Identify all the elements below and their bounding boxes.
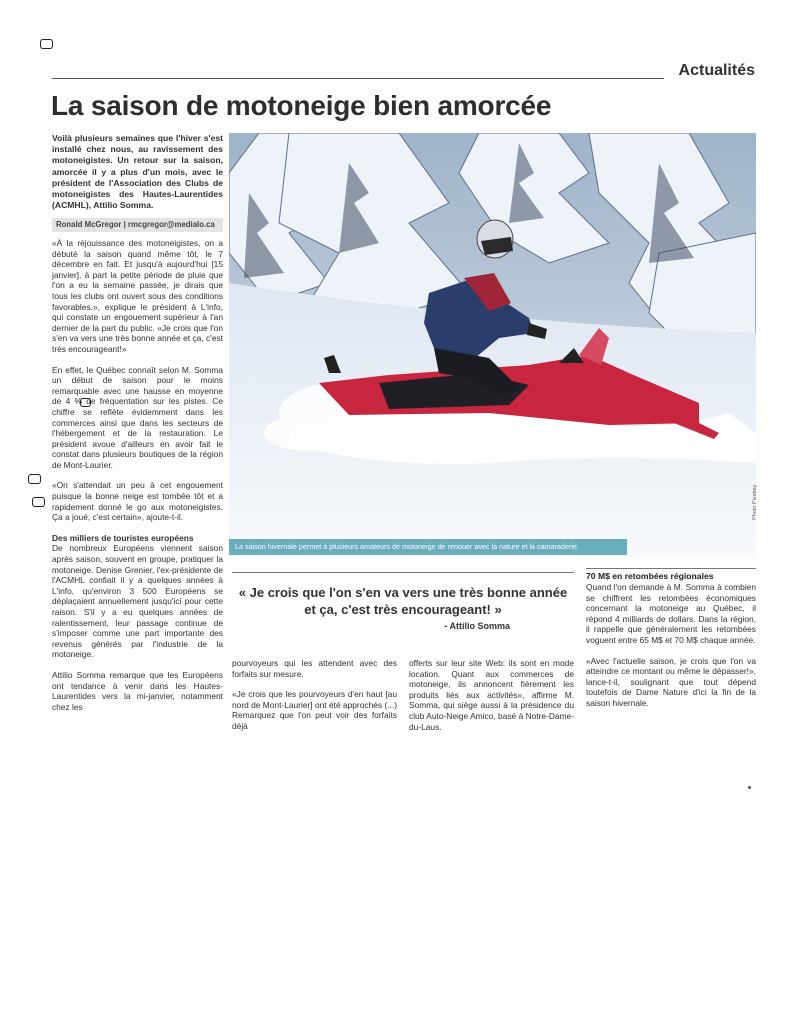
snowmobile-illustration [229,133,756,557]
col1-paragraph-2: En effet, le Québec connaît selon M. Somma un début de saison pour le moins remarquable avec une hausse en moyenne de 4 % de fréquentation sur les pistes. Ce chiffre se reflète évidemment dans les commerces ainsi que dans les secteurs de l'hébergement et de la restauration. Le président avoue d'ailleurs en avoir fait le constat dans plusieurs boutiques de la région de Mont-Laurier. [52,364,223,470]
scan-mark-left-2 [32,497,45,507]
scan-mark-left-1 [28,474,41,484]
col1-paragraph-5: Attilio Somma remarque que les Européens ont tendance à venir dans les Hautes-Laurentides vers la mi-janvier, notamment chez les [52,669,223,712]
photo-caption: La saison hivernale permet à plusieurs amateurs de motoneige de renouer avec la nature et la camaraderie. [229,539,627,555]
column-2 [232,658,397,742]
quote-rule [232,572,574,573]
col2-paragraph-1: pourvoyeurs qui les attendent avec des forfaits sur mesure. [232,658,397,679]
col2-paragraph-2: «Je crois que les pourvoyeurs d'en haut [au nord de Mont-Laurier] ont été approchés (...) Remarquez que l'on peut voir des forfaits déjà [232,689,397,731]
column-1 [52,238,223,722]
col3-paragraph-1: offerts sur leur site Web: ils sont en mode location. Quant aux commerces de motoneige, ils annoncent fièrement les produits liés aux activités», affirme M. Somma, qui siège aussi à la présidence du club Auto-Neige Amico, basé à Notre-Dame-du-Laus. [409,658,574,732]
col1-paragraph-4: De nombreux Européens viennent saison après saison, souvent en groupe, pratiquer la motoneige. Denise Grenier, l'ex-présidente de l'ACMHL confiait il y a quelques années à L'info, qu'environ 3 500 Européens se déplaçaient annuellement jusqu'ici pour cette raison. S'il y a eu quelques années de ralentissement, leur passage continue de s'imposer comme une part importante des revenus générés par l'industrie de la motoneige. [52,543,223,660]
byline: Ronald McGregor | rmcgregor@medialo.ca [52,218,223,232]
pull-quote-author: - Attilio Somma [444,621,510,631]
sidebar-paragraph-1: Quand l'on demande à M. Somma à combien se chiffrent les retombées économiques concernant la motoneige au Québec, il répond 4 milliards de dollars. Dans la région, il rappelle que généralement les retombées voguent entre 65 M$ et 70 M$ chaque année. [586,582,756,645]
headline: La saison de motoneige bien amorcée [51,90,552,121]
snowmobile-photo [229,133,756,557]
photo-credit: Photo Pixabay [752,484,758,520]
sidebar-paragraph-2: «Avec l'actuelle saison, je crois que l'on va atteindre ce montant ou même le dépasser!», lance-t-il, soulignant que tout dépend toutefois de Dame Nature d'ici la fin de la saison hivernale. [586,655,756,708]
column-3 [409,658,574,742]
pull-quote-text: « Je crois que l'on s'en va vers une très bonne année et ça, c'est très encourageant! » [238,585,568,617]
section-label: Actualités [678,62,755,79]
article-lead: Voilà plusieurs semaines que l'hiver s'est installé chez nous, au ravissement des motoneigistes. Un retour sur la saison, amorcée il y a plus d'un mois, avec le président de l'Association des Clubs de motoneigistes des Hautes-Laurentides (ACMHL), Attilio Somma. [52,133,223,211]
scan-speck [748,786,751,789]
sidebar-column [586,582,756,719]
col1-subhead: Des milliers de touristes européens [52,532,194,543]
pull-quote [232,578,574,631]
col1-paragraph-3: «On s'attendait un peu à cet engouement puisque la bonne neige est tombée tôt et a rapidement donné le go aux motoneigistes. Ça a joué, c'est certain», ajoute-t-il. [52,480,223,523]
sidebar-heading: 70 M$ en retombées régionales [586,571,714,581]
scan-mark-top [40,39,53,49]
sidebar-rule [586,568,756,569]
header-rule [52,78,664,79]
col1-paragraph-1: «À la réjouissance des motoneigistes, on a débuté la saison quand même tôt, le 7 décembre en fait. Et jusqu'à aujourd'hui [15 janvier], à part la petite période de pluie que l'on a eu la semaine passée, je dirais que tous les clubs ont ouvert sous des conditions favorables.», explique le président à L'info, qui constate un engouement supérieur à l'an dernier de la part du public. «Je crois que l'on s'en va vers une très bonne année et ça, c'est très encourageant!» [52,238,223,354]
